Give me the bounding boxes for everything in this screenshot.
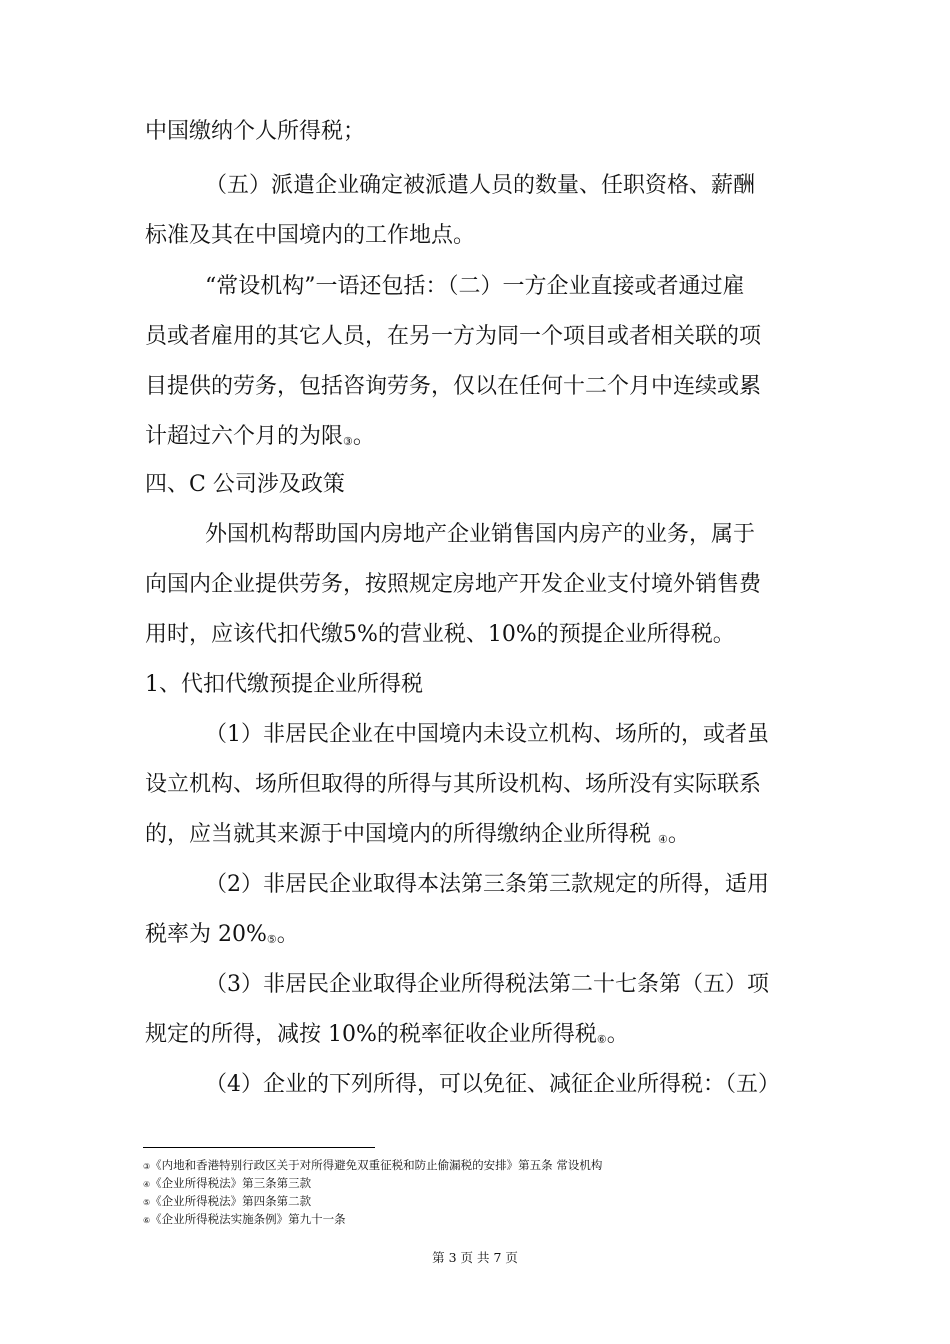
paragraph xyxy=(145,960,815,1060)
text-line: 员或者雇用的其它人员，在另一方为同一个项目或者相关联的项 xyxy=(145,324,762,349)
text-fragment: 税率为 20% xyxy=(145,922,267,947)
footnote xyxy=(143,1175,311,1193)
text-line: 标准及其在中国境内的工作地点。 xyxy=(145,223,476,248)
text-line-with-footnote xyxy=(145,1010,815,1060)
text-line: 设立机构、场所但取得的所得与其所设机构、场所没有实际联系 xyxy=(145,772,762,797)
section-heading xyxy=(145,460,815,510)
text-line: 用时，应该代扣代缴5%的营业税、10%的预提企业所得税。 xyxy=(145,622,735,647)
heading-text: 四、C 公司涉及政策 xyxy=(145,472,345,497)
text-fragment: 。 xyxy=(667,822,690,847)
subsection-heading xyxy=(145,660,815,710)
text-line-with-footnote xyxy=(145,810,815,860)
text-line: “常设机构”一语还包括：（二）一方企业直接或者通过雇 xyxy=(205,274,745,299)
footnote-mark: ④ xyxy=(143,1180,151,1189)
footnote-reference: ⑤ xyxy=(266,933,277,946)
footnote-mark: ⑤ xyxy=(143,1198,151,1207)
footnote xyxy=(143,1157,602,1175)
text-line: 中国缴纳个人所得税； xyxy=(145,119,366,144)
footnote-reference: ③ xyxy=(343,435,353,448)
text-line: 目提供的劳务，包括咨询劳务，仅以在任何十二个月中连续或累 xyxy=(145,374,762,399)
text-line-with-footnote xyxy=(145,910,815,960)
footnote xyxy=(143,1211,346,1229)
paragraph xyxy=(145,262,815,462)
text-line: 向国内企业提供劳务，按照规定房地产开发企业支付境外销售费 xyxy=(145,572,762,597)
footnote-reference: ⑥ xyxy=(596,1033,607,1046)
paragraph xyxy=(145,510,815,660)
footnote-text: 《企业所得税法实施条例》第九十一条 xyxy=(150,1212,346,1226)
footnote-text: 《企业所得税法》第三条第三款 xyxy=(150,1176,312,1190)
text-line: （4）企业的下列所得，可以免征、减征企业所得税：（五） xyxy=(205,1072,780,1097)
paragraph xyxy=(145,107,815,157)
text-line: （1）非居民企业在中国境内未设立机构、场所的，或者虽 xyxy=(205,722,769,747)
footnote xyxy=(143,1193,311,1211)
paragraph xyxy=(145,161,815,261)
page-number: 第 3 页 共 7 页 xyxy=(432,1250,518,1265)
text-fragment: 。 xyxy=(352,424,375,449)
text-fragment: 。 xyxy=(606,1022,629,1047)
text-fragment: 的，应当就其来源于中国境内的所得缴纳企业所得税 xyxy=(145,822,658,847)
text-fragment: 。 xyxy=(276,922,299,947)
footnote-text: 《内地和香港特别行政区关于对所得避免双重征税和防止偷漏税的安排》第五条 常设机构 xyxy=(150,1158,603,1172)
paragraph xyxy=(145,710,815,860)
footnote-text: 《企业所得税法》第四条第二款 xyxy=(150,1194,312,1208)
paragraph xyxy=(145,1060,815,1110)
text-line: 外国机构帮助国内房地产企业销售国内房产的业务，属于 xyxy=(205,522,756,547)
text-line: （五）派遣企业确定被派遣人员的数量、任职资格、薪酬 xyxy=(205,173,756,198)
footnote-reference: ④ xyxy=(658,833,668,846)
text-fragment: 规定的所得，减按 10%的税率征收企业所得税 xyxy=(145,1022,597,1047)
text-line-with-footnote xyxy=(145,412,815,462)
text-line: （2）非居民企业取得本法第三条第三款规定的所得，适用 xyxy=(205,872,769,897)
footnote-mark: ③ xyxy=(143,1162,151,1171)
footnote-separator xyxy=(143,1147,375,1148)
paragraph xyxy=(145,860,815,960)
footnote-mark: ⑥ xyxy=(143,1216,151,1225)
text-line: （3）非居民企业取得企业所得税法第二十七条第（五）项 xyxy=(205,972,769,997)
text-fragment: 计超过六个月的为限 xyxy=(145,424,344,449)
heading-text: 1、代扣代缴预提企业所得税 xyxy=(145,672,423,697)
